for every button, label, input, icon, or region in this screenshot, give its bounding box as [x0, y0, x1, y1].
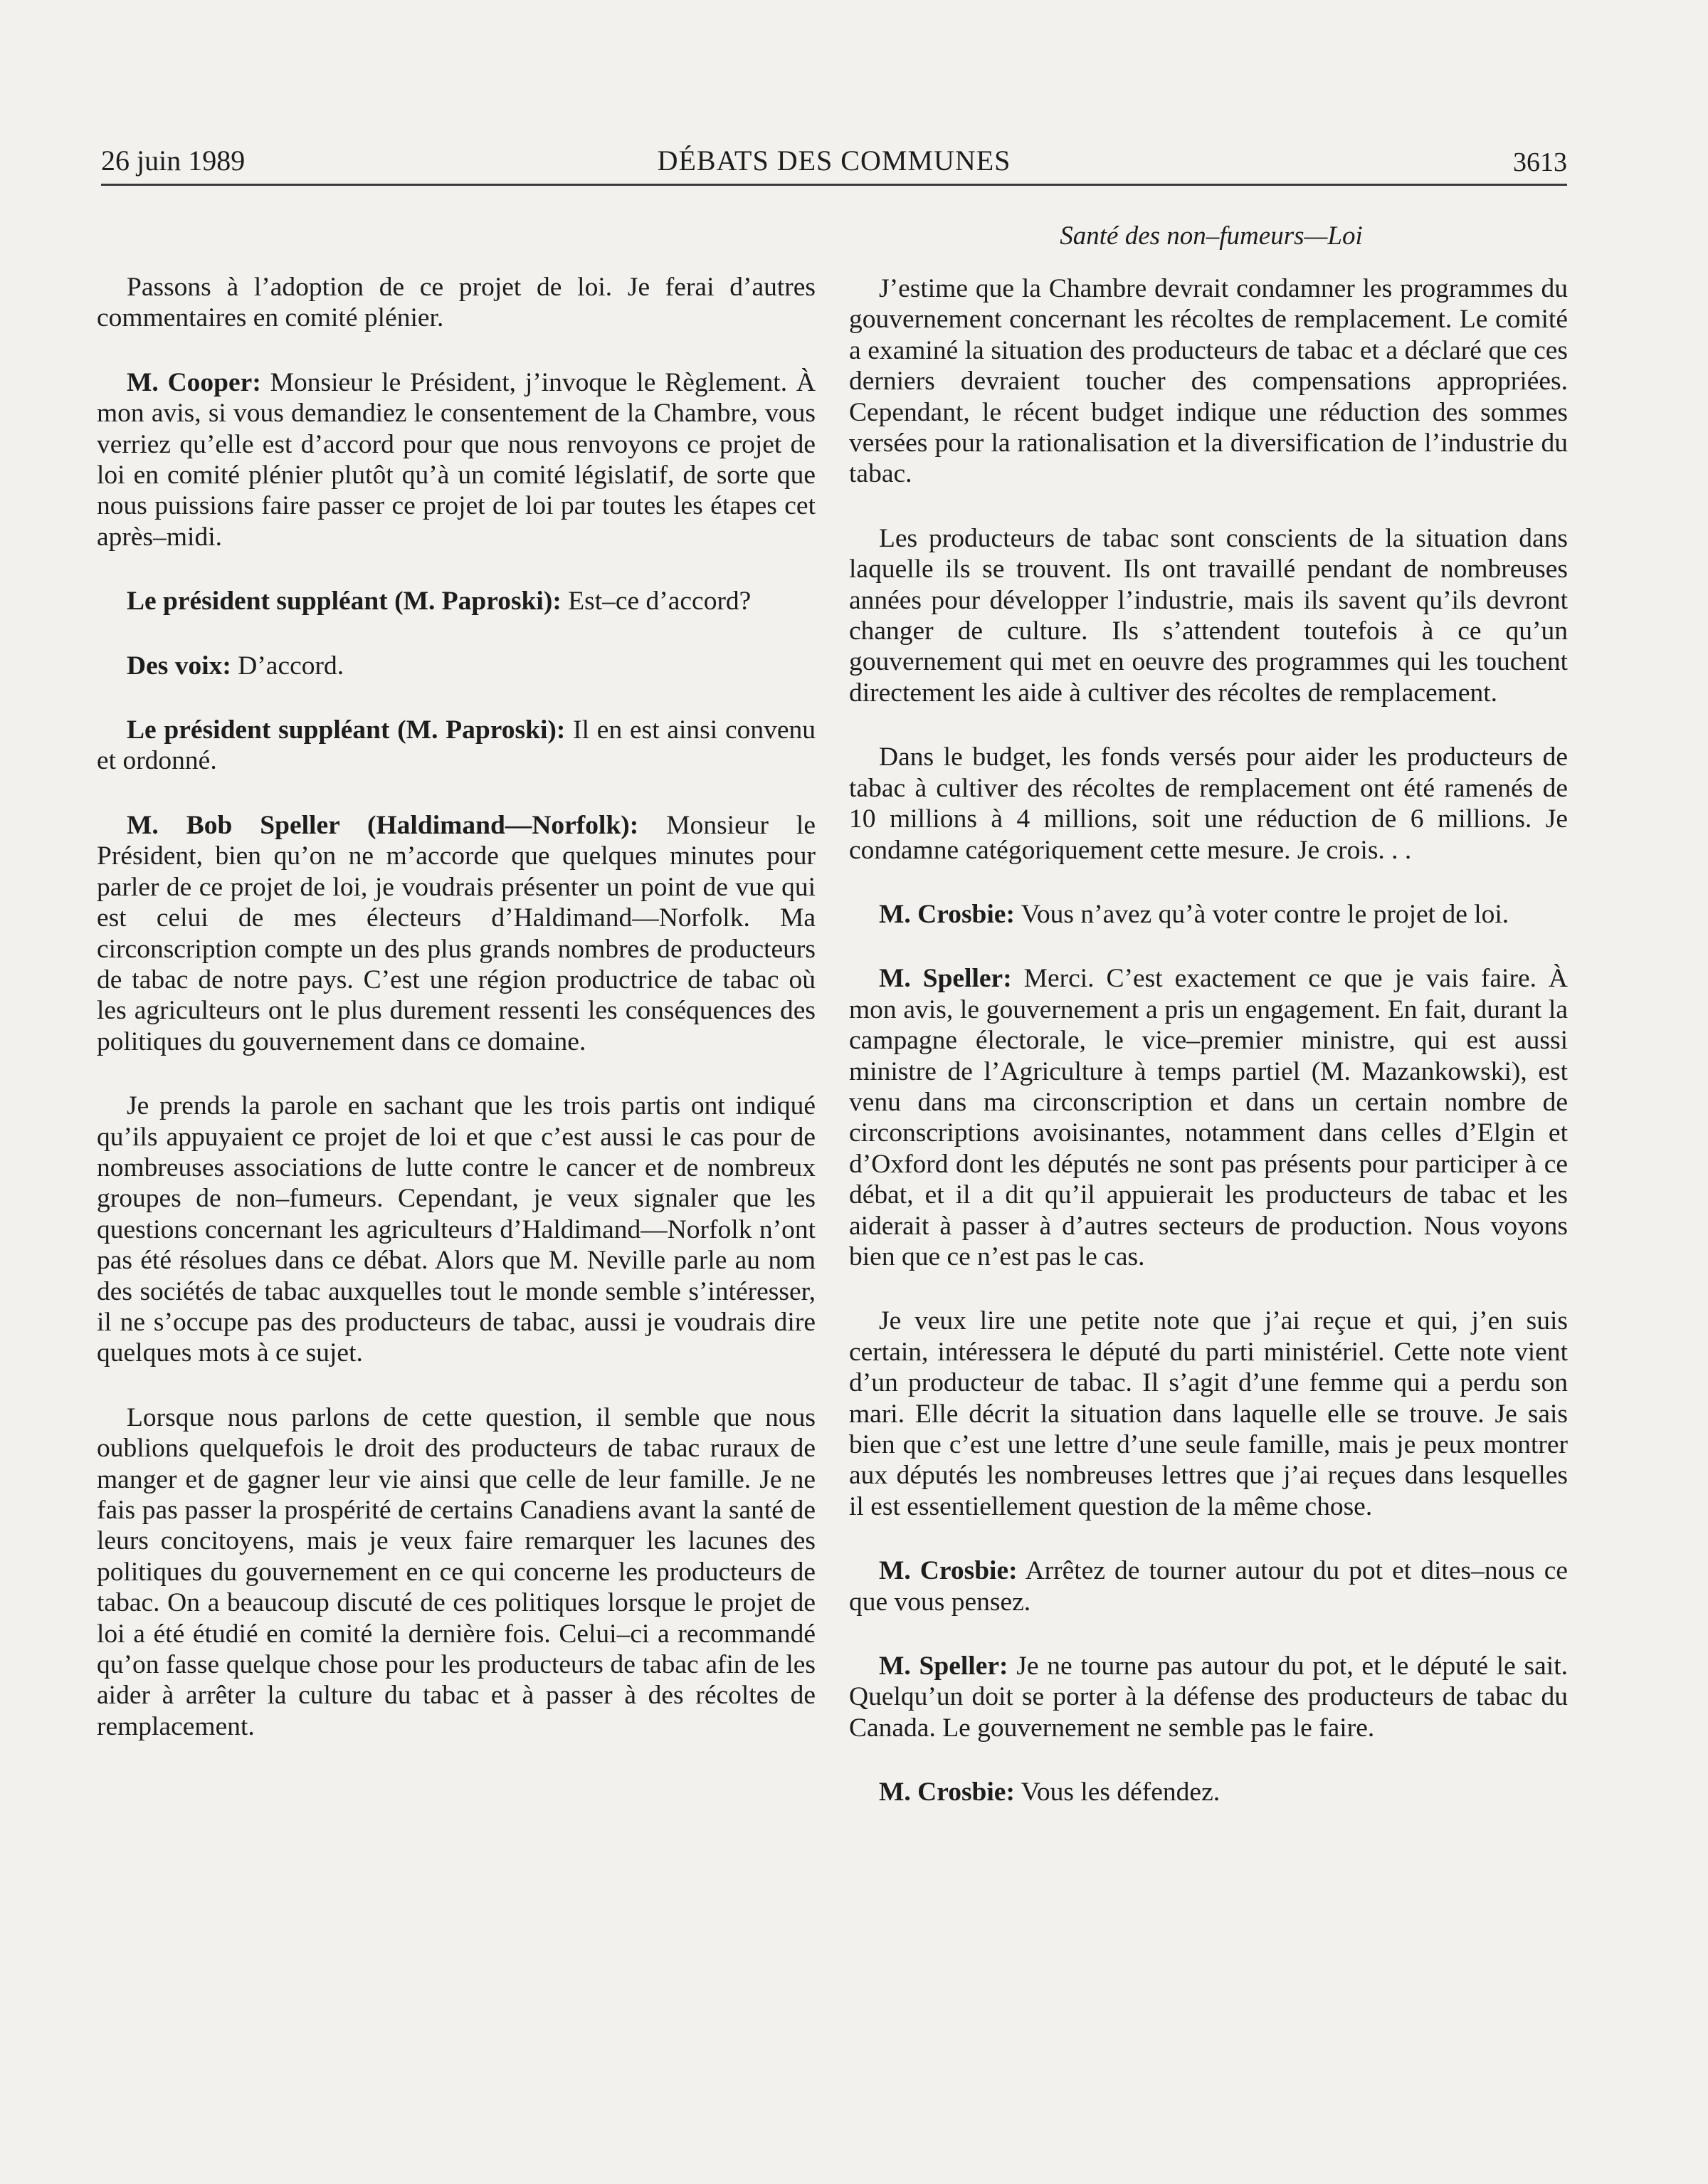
- paragraph-text: Est–ce d’accord?: [568, 587, 752, 616]
- paragraph-text: J’estime que la Chambre devrait condamner les programmes du gouvernement concernant les récoltes de remplacement. Le comité a examiné la situation des producteurs de tabac et a déclaré que ces derniers devraient toucher des compensations appropriées. Cependant, le récent budget indique une réduction des sommes versées pour la rationalisation et la diversification de l’industrie du tabac.: [849, 274, 1568, 489]
- page-header: [101, 142, 1567, 186]
- speaker-name: M. Speller:: [879, 964, 1012, 994]
- header-date: 26 juin 1989: [101, 145, 246, 177]
- paragraph-text: Vous les défendez.: [1021, 1778, 1221, 1807]
- paragraph-text: Arrêtez de tourner autour du pot et dites–nous ce que vous pensez.: [849, 1556, 1568, 1617]
- paragraph: [849, 742, 1568, 866]
- paragraph-text: Vous n’avez qu’à voter contre le projet de loi.: [1021, 899, 1509, 929]
- paragraph-text: Les producteurs de tabac sont conscients de la situation dans laquelle ils se trouvent. Ils ont travaillé pendant de nombreuses années pour développer l’industrie, mais ils savent qu’ils devront changer de culture. Ils s’attendent toutefois à ce qu’un gouvernement qui met en oeuvre des programmes qui les touchent directement les aide à cultiver des récoltes de remplacement.: [849, 523, 1568, 708]
- paragraph-text: D’accord.: [238, 651, 344, 681]
- right-column: [849, 273, 1568, 1842]
- paragraph-text: Dans le budget, les fonds versés pour aider les producteurs de tabac à cultiver des récoltes de remplacement ont été ramenés de 10 millions à 4 millions, soit une réduction de 6 millions. Je condamne catégoriquement cette mesure. Je crois. . .: [849, 742, 1568, 865]
- paragraph: [97, 715, 816, 777]
- header-page-number: 3613: [1513, 147, 1567, 177]
- paragraph-text: Je ne tourne pas autour du pot, et le député le sait. Quelqu’un doit se porter à la défense des producteurs de tabac du Canada. Le gouvernement ne semble pas le faire.: [849, 1652, 1568, 1743]
- paragraph: [849, 1777, 1568, 1807]
- paragraph: [97, 651, 816, 681]
- speaker-name: M. Cooper:: [127, 367, 261, 397]
- speaker-name: Le président suppléant (M. Paproski):: [127, 587, 562, 616]
- paragraph-text: Je veux lire une petite note que j’ai reçue et qui, j’en suis certain, intéressera le député du parti ministériel. Cette note vient d’un producteur de tabac. Il s’agit d’une femme qui a perdu son mari. Elle décrit la situation dans laquelle elle se trouve. Je sais bien que c’est une lettre d’une seule famille, mais je peux montrer aux députés les nombreuses lettres que j’ai reçues dans lesquelles il est essentiellement question de la même chose.: [849, 1306, 1568, 1521]
- speaker-name: M. Crosbie:: [879, 1556, 1018, 1586]
- paragraph-text: Lorsque nous parlons de cette question, il semble que nous oublions quelquefois le droit des producteurs de tabac ruraux de manger et de gagner leur vie ainsi que celle de leur famille. Je ne fais pas passer la prospérité de certains Canadiens avant la santé de leurs concitoyens, mais je veux faire remarquer les lacunes des politiques du gouvernement en ce qui concerne les producteurs de tabac. On a beaucoup discuté de ces politiques lorsque le projet de loi a été étudié en comité la dernière fois. Celui–ci a recommandé qu’on fasse quelque chose pour les producteurs de tabac afin de les aider à arrêter la culture du tabac et à passer à des récoltes de remplacement.: [97, 1402, 816, 1741]
- paragraph: [97, 367, 816, 552]
- paragraph: [849, 963, 1568, 1272]
- section-subtitle: Santé des non–fumeurs—Loi: [1060, 221, 1363, 251]
- speaker-name: M. Crosbie:: [879, 899, 1015, 929]
- paragraph-text: Merci. C’est exactement ce que je vais faire. À mon avis, le gouvernement a pris un engagement. En fait, durant la campagne électorale, le vice–premier ministre, qui est aussi ministre de l’Agriculture à temps partiel (M. Mazankowski), est venu dans ma circonscription et dans un certain nombre de circonscriptions avoisinantes, notamment dans celles d’Elgin et d’Oxford dont les députés ne sont pas présents pour participer à ce débat, et il a dit qu’il appuierait les producteurs de tabac et les aiderait à passer à d’autres secteurs de production. Nous voyons bien que ce n’est pas le cas.: [849, 964, 1569, 1271]
- header-title: DÉBATS DES COMMUNES: [657, 145, 1011, 177]
- speaker-name: Des voix:: [127, 651, 231, 681]
- paragraph: [97, 272, 816, 334]
- paragraph: [97, 1402, 816, 1742]
- paragraph: [849, 273, 1568, 490]
- paragraph-text: Passons à l’adoption de ce projet de loi. Je ferai d’autres commentaires en comité plénier.: [97, 273, 816, 333]
- speaker-name: M. Crosbie:: [879, 1778, 1015, 1807]
- paragraph-text: Monsieur le Président, bien qu’on ne m’accorde que quelques minutes pour parler de ce projet de loi, je voudrais présenter un point de vue qui est celui de mes électeurs d’Haldimand—Norfolk. Ma circonscription compte un des plus grands nombres de producteurs de tabac de notre pays. C’est une région productrice de tabac où les agriculteurs ont le plus durement ressenti les conséquences des politiques du gouvernement dans ce domaine.: [97, 810, 816, 1056]
- paragraph-text: Monsieur le Président, j’invoque le Règlement. À mon avis, si vous demandiez le consentement de la Chambre, vous verriez qu’elle est d’accord pour que nous renvoyons ce projet de loi en comité plénier plutôt qu’à un comité législatif, de sorte que nous puissions faire passer ce projet de loi par toutes les étapes cet après–midi.: [97, 367, 816, 552]
- paragraph: [849, 1651, 1568, 1743]
- paragraph: [97, 1091, 816, 1369]
- paragraph: [849, 523, 1568, 708]
- paragraph: [849, 1306, 1568, 1522]
- paragraph: [97, 586, 816, 616]
- left-column: [97, 272, 816, 1775]
- speaker-name: M. Speller:: [879, 1652, 1008, 1681]
- paragraph-text: Je prends la parole en sachant que les trois partis ont indiqué qu’ils appuyaient ce projet de loi et que c’est aussi le cas pour de nombreuses associations de lutte contre le cancer et de nombreux groupes de non–fumeurs. Cependant, je veux signaler que les questions concernant les agriculteurs d’Haldimand—Norfolk n’ont pas été résolues dans ce débat. Alors que M. Neville parle au nom des sociétés de tabac auxquelles tout le monde semble s’intéresser, il ne s’occupe pas des producteurs de tabac, aussi je voudrais dire quelques mots à ce sujet.: [97, 1091, 816, 1368]
- paragraph: [849, 1555, 1568, 1617]
- paragraph: [849, 899, 1568, 930]
- paragraph: [97, 810, 816, 1057]
- paragraph-text: Il en est ainsi convenu et ordonné.: [97, 715, 816, 776]
- speaker-name: Le président suppléant (M. Paproski):: [127, 715, 566, 745]
- speaker-name: M. Bob Speller (Haldimand—Norfolk):: [127, 810, 639, 840]
